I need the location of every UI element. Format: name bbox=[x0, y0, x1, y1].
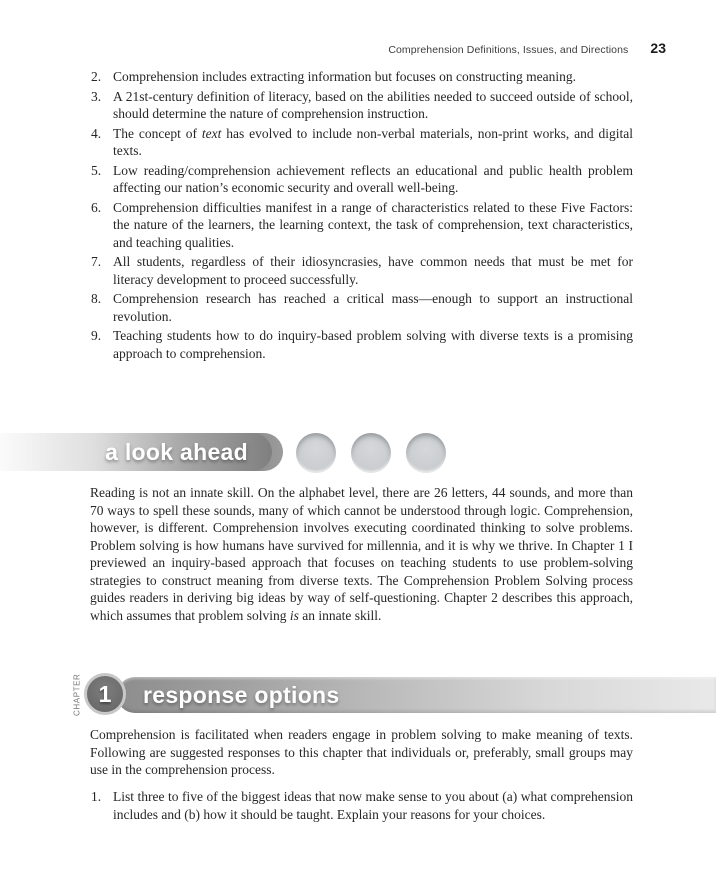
list-item-number: 2. bbox=[91, 69, 102, 84]
response-options-paragraph: Comprehension is facilitated when readers engage in problem solving to make meaning of texts. Following are suggested responses to this chapter that individuals or, preferably, small groups may use in the comprehension process. bbox=[90, 727, 633, 777]
list-item-text: Comprehension research has reached a critical mass—enough to support an instructional revolution. bbox=[113, 291, 633, 324]
chapter-number-badge bbox=[84, 673, 126, 715]
list-item-text: Comprehension difficulties manifest in a range of characteristics related to these Five Factors: the nature of the learners, the learning context, the task of comprehension, text characteristics, and teaching qualities. bbox=[113, 199, 633, 250]
look-ahead-banner-label: a look ahead bbox=[105, 438, 248, 465]
list-item bbox=[90, 199, 633, 252]
list-item bbox=[90, 162, 633, 197]
chapter-number: 1 bbox=[98, 680, 112, 707]
list-item bbox=[90, 88, 633, 123]
page-header bbox=[388, 40, 666, 56]
list-item-number: 9. bbox=[91, 328, 102, 343]
decorative-circle-icon bbox=[351, 433, 391, 473]
list-item bbox=[90, 290, 633, 325]
summary-numbered-list bbox=[90, 68, 633, 364]
look-ahead-paragraph: Reading is not an innate skill. On the alphabet level, there are 26 letters, 44 sounds, and more than 70 ways to spell these sounds, many of which cannot be understood through logic. Comprehension, however, is different. Comprehension involves executing coordinated thinking to solve problems. Problem solving is how humans have survived for millennia, and it is why we thrive. In Chapter 1 I previewed an inquiry-based approach that focuses on teaching students to use problem-solving strategies to construct meaning from diverse texts. The Comprehension Problem Solving process guides readers in deriving big ideas by way of self-questioning. Chapter 2 describes this approach, which assumes that problem solving is an innate skill. bbox=[90, 485, 633, 623]
list-item-text: Comprehension includes extracting information but focuses on constructing meaning. bbox=[113, 69, 577, 84]
decorative-circle-icon bbox=[406, 433, 446, 473]
list-item-text: List three to five of the biggest ideas that now make sense to you about (a) what comprehension includes and (b) how it should be taught. Explain your reasons for your choices. bbox=[113, 789, 633, 822]
list-item-number: 8. bbox=[91, 291, 102, 306]
list-item bbox=[90, 788, 633, 823]
response-options-banner-label: response options bbox=[143, 681, 340, 708]
list-item-number: 5. bbox=[91, 162, 102, 178]
response-options-banner bbox=[0, 672, 716, 716]
list-item bbox=[90, 253, 633, 288]
look-ahead-banner bbox=[0, 433, 283, 471]
list-item-number: 7. bbox=[91, 254, 102, 269]
list-item-text: A 21st-century definition of literacy, based on the abilities needed to succeed outside of school, should determine the nature of comprehension instruction. bbox=[113, 88, 633, 121]
list-item-text: Low reading/comprehension achievement reflects an educational and public health problem affecting our nation’s economic security and overall well-being. bbox=[113, 162, 633, 195]
decorative-circle-icon bbox=[296, 433, 336, 473]
chapter-vertical-label: CHAPTER bbox=[72, 673, 82, 717]
response-options-list bbox=[90, 788, 633, 823]
list-item-text: Teaching students how to do inquiry-based problem solving with diverse texts is a promising approach to comprehension. bbox=[113, 328, 633, 361]
list-item-text: All students, regardless of their idiosyncrasies, have common needs that must be met for literacy development to proceed successfully. bbox=[113, 254, 633, 287]
page-number: 23 bbox=[650, 40, 666, 56]
list-item-number: 6. bbox=[91, 199, 102, 215]
list-item-text: The concept of text has evolved to include non-verbal materials, non-print works, and digital texts. bbox=[113, 125, 633, 158]
list-item bbox=[90, 125, 633, 160]
list-item bbox=[90, 68, 633, 86]
response-options-banner-bar bbox=[117, 677, 716, 713]
list-item bbox=[90, 327, 633, 362]
look-ahead-banner-bar bbox=[0, 433, 272, 471]
list-item-number: 3. bbox=[91, 88, 102, 104]
list-item-number: 1. bbox=[91, 789, 102, 804]
running-title: Comprehension Definitions, Issues, and Directions bbox=[388, 44, 629, 56]
list-item-number: 4. bbox=[91, 125, 102, 141]
